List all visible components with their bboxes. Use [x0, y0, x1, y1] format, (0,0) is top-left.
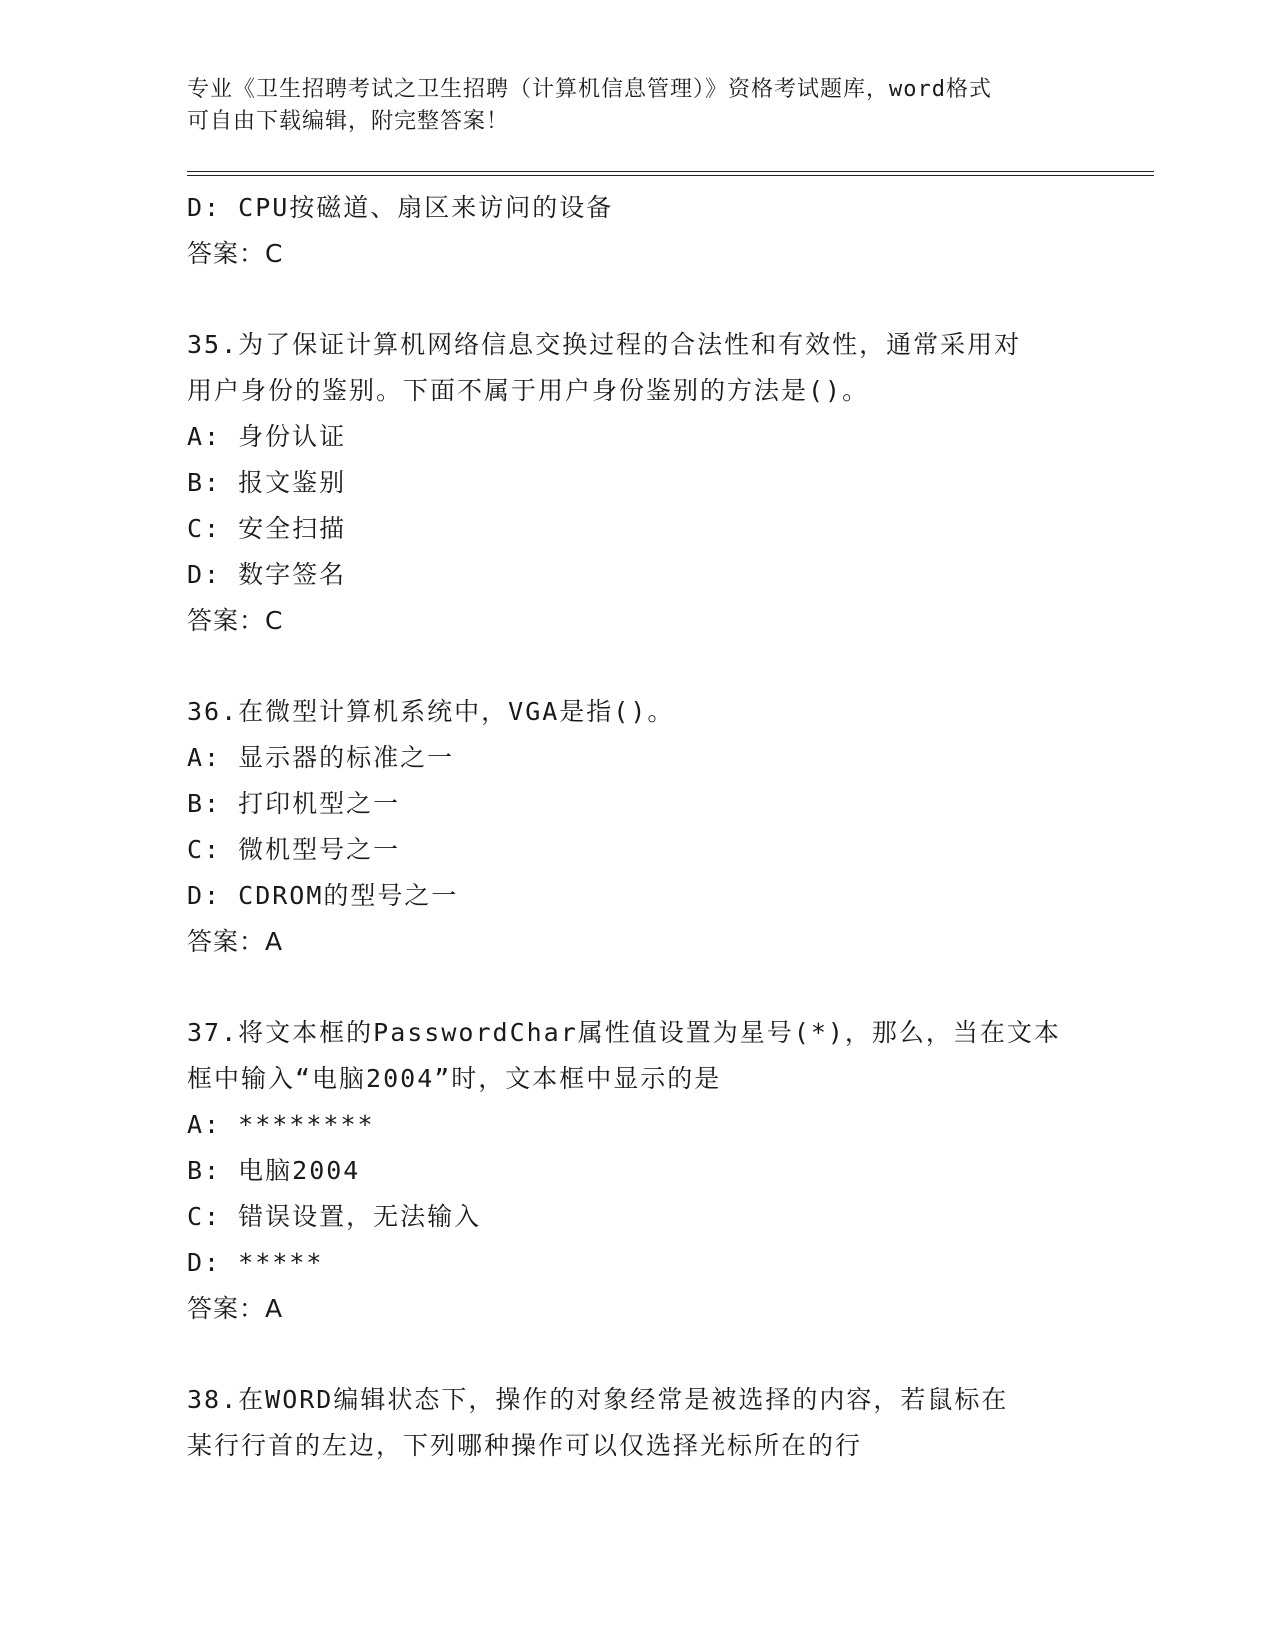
option-a: A: 身份认证 [187, 422, 347, 451]
answer-line: 答案：A [187, 1294, 284, 1323]
answer-line: 答案：A [187, 927, 284, 956]
question-36 [187, 689, 1087, 965]
option-c: C: 安全扫描 [187, 514, 347, 543]
option-d: D: ***** [187, 1248, 324, 1277]
option-a: A: ******** [187, 1110, 375, 1139]
question-35 [187, 322, 1087, 644]
question-stem: 38.在WORD编辑状态下，操作的对象经常是被选择的内容，若鼠标在 [187, 1385, 1009, 1414]
option-b: B: 电脑2004 [187, 1156, 361, 1185]
question-stem: 36.在微型计算机系统中，VGA是指()。 [187, 697, 675, 726]
header-divider-top [187, 171, 1154, 172]
question-stem: 37.将文本框的PasswordChar属性值设置为星号(*)，那么，当在文本 [187, 1018, 1061, 1047]
option-c: C: 微机型号之一 [187, 835, 401, 864]
option-d: D: CPU按磁道、扇区来访问的设备 [187, 193, 614, 222]
option-a: A: 显示器的标准之一 [187, 743, 455, 772]
question-spacer [187, 277, 1087, 322]
header-line-1: 专业《卫生招聘考试之卫生招聘（计算机信息管理）》资格考试题库，word格式 [187, 77, 992, 102]
question-content [187, 185, 1087, 1469]
header-divider-bottom [187, 175, 1154, 176]
option-c: C: 错误设置，无法输入 [187, 1202, 482, 1231]
question-stem: 用户身份的鉴别。下面不属于用户身份鉴别的方法是()。 [187, 376, 870, 405]
header-line-2: 可自由下载编辑，附完整答案！ [187, 109, 510, 134]
question-38 [187, 1377, 1087, 1469]
option-b: B: 报文鉴别 [187, 468, 347, 497]
option-b: B: 打印机型之一 [187, 789, 401, 818]
question-spacer [187, 965, 1087, 1010]
question-stem: 框中输入“电脑2004”时，文本框中显示的是 [187, 1064, 722, 1093]
question-spacer [187, 1332, 1087, 1377]
answer-line: 答案：C [187, 606, 284, 635]
document-header [187, 74, 1067, 138]
question-37 [187, 1010, 1087, 1332]
previous-question-fragment [187, 185, 1087, 277]
question-spacer [187, 644, 1087, 689]
option-d: D: 数字签名 [187, 560, 347, 589]
question-stem: 某行行首的左边，下列哪种操作可以仅选择光标所在的行 [187, 1431, 863, 1460]
question-stem: 35.为了保证计算机网络信息交换过程的合法性和有效性，通常采用对 [187, 330, 1022, 359]
answer-line: 答案：C [187, 239, 284, 268]
option-d: D: CDROM的型号之一 [187, 881, 459, 910]
